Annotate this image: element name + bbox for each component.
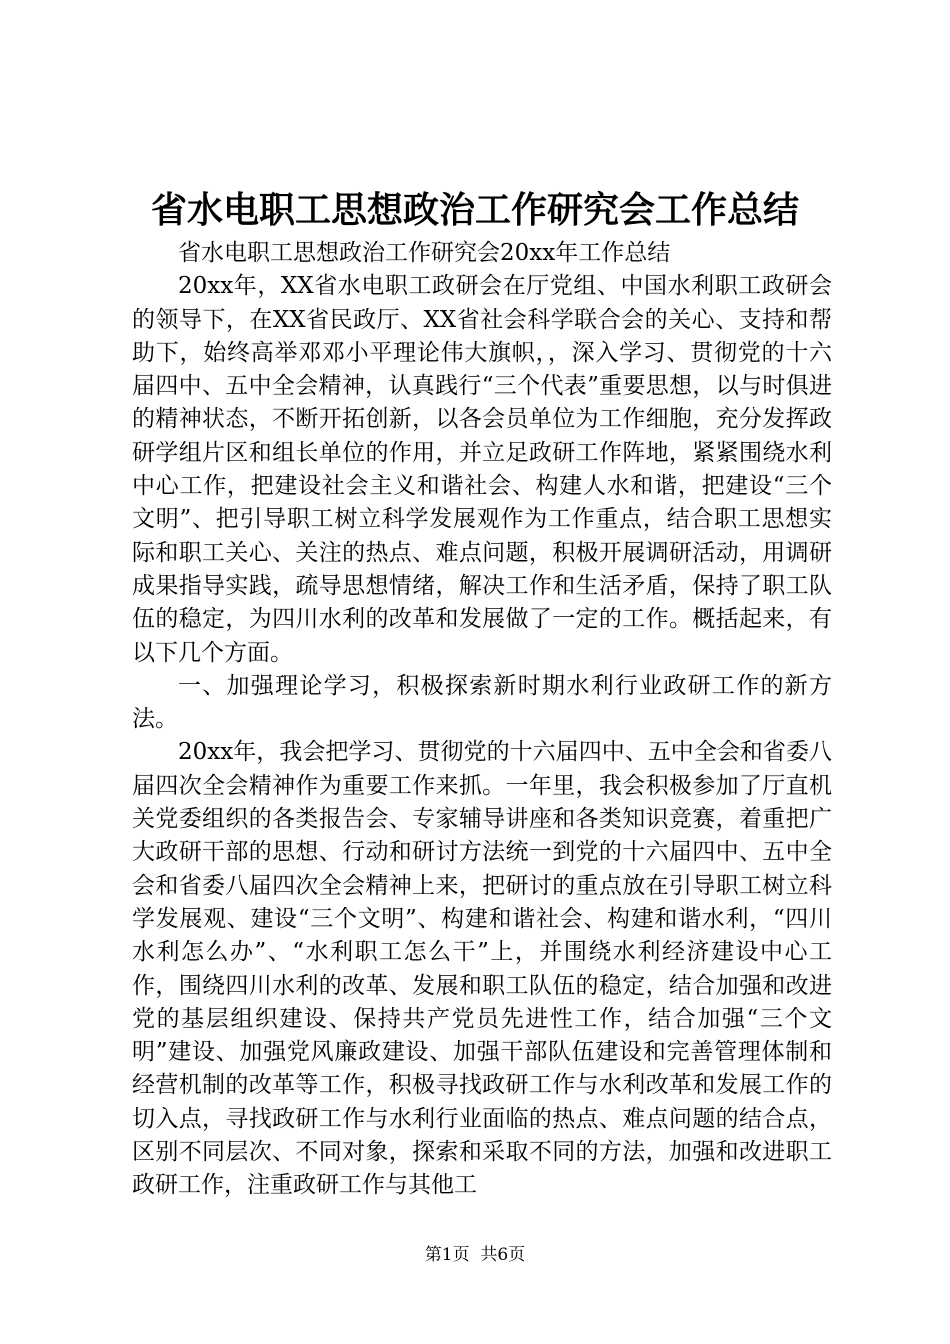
- paragraph-section-body: 20xx年，我会把学习、贯彻党的十六届四中、五中全会和省委八届四次全会精神作为重要工作来抓。一年里，我会积极参加了厅直机关党委组织的各类报告会、专家辅导讲座和各类知识竞赛，着重把广大政研干部的思想、行动和研讨方法统一到党的十六届四中、五中全会和省委八届四次全会精神上来，把研讨的重点放在引导职工树立科学发展观、建设“三个文明”、构建和谐社会、构建和谐水利，“四川水利怎么办”、“水利职工怎么干”上，并围绕水利经济建设中心工作，围绕四川水利的改革、发展和职工队伍的稳定，结合加强和改进党的基层组织建设、保持共产党员先进性工作，结合加强“三个文明”建设、加强党风廉政建设、加强干部队伍建设和完善管理体制和经营机制的改革等工作，积极寻找政研工作与水利改革和发展工作的切入点，寻找政研工作与水利行业面临的热点、难点问题的结合点，区别不同层次、不同对象，探索和采取不同的方法，加强和改进职工政研工作，注重政研工作与其他工: [132, 739, 832, 1199]
- page-footer: [0, 1243, 950, 1267]
- paragraph-intro: 20xx年，XX省水电职工政研会在厅党组、中国水利职工政研会的领导下，在XX省民政厅、XX省社会科学联合会的关心、支持和帮助下，始终高举邓邓小平理论伟大旗帜，，深入学习、贯彻党的十六届四中、五中全会精神，认真践行“三个代表”重要思想，以与时俱进的精神状态，不断开拓创新，以各会员单位为工作细胞，充分发挥政研学组片区和组长单位的作用，并立足政研工作阵地，紧紧围绕水利中心工作，把建设社会主义和谐社会、构建人水和谐，把建设“三个文明”、把引导职工树立科学发展观作为工作重点，结合职工思想实际和职工关心、关注的热点、难点问题，积极开展调研活动，用调研成果指导实践，疏导思想情绪，解决工作和生活矛盾，保持了职工队伍的稳定，为四川水利的改革和发展做了一定的工作。概括起来，有以下几个方面。: [132, 273, 832, 666]
- paragraph-section-heading: 一、加强理论学习，积极探索新时期水利行业政研工作的新方法。: [132, 672, 832, 733]
- document-title: 省水电职工思想政治工作研究会工作总结: [150, 189, 799, 231]
- document-body: [132, 237, 832, 1203]
- paragraph-subtitle: 省水电职工思想政治工作研究会20xx年工作总结: [178, 240, 671, 266]
- page-total: 共6页: [480, 1245, 526, 1265]
- page-number: 第1页: [424, 1245, 470, 1265]
